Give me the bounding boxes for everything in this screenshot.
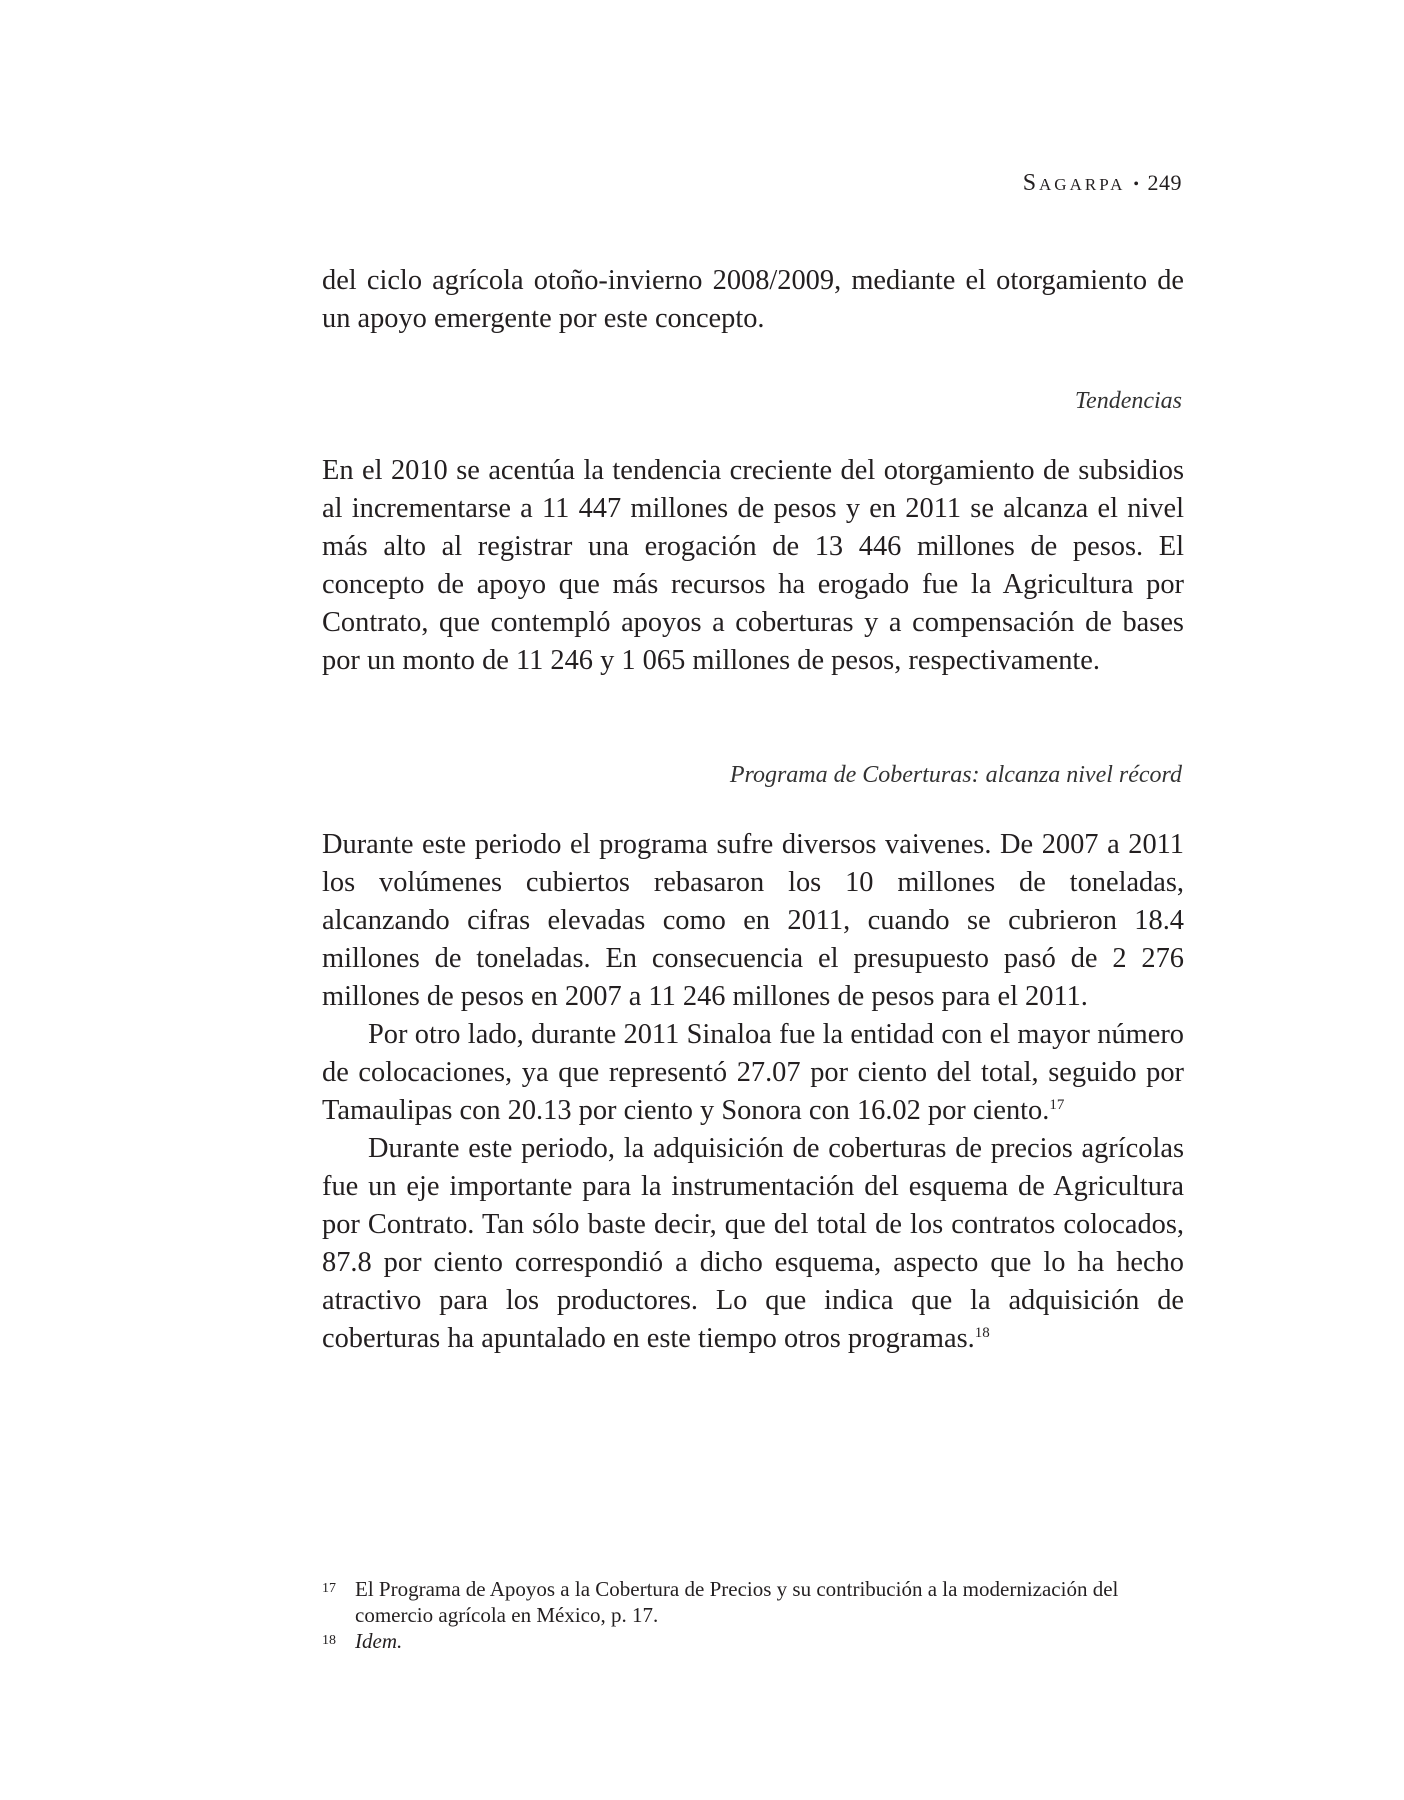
subheading-tendencias: Tendencias [1074, 388, 1182, 414]
footnote-18 [322, 1628, 1184, 1654]
paragraph-text: Durante este periodo, la adquisición de coberturas de precios agrícolas fue un eje importante para la instrumentación del esquema de Agricultura por Contrato. Tan sólo baste decir, que del total de los contratos colocados, 87.8 por ciento correspondió a dicho esquema, aspecto que lo ha hecho atractivo para los productores. Lo que indica que la adquisición de coberturas ha apuntalado en este tiempo otros programas. [322, 1133, 1184, 1354]
paragraph-text: En el 2010 se acentúa la tendencia creciente del otorgamiento de subsidios al incrementarse a 11 447 millones de pesos y en 2011 se alcanza el nivel más alto al registrar una erogación de 13 446 millones de pesos. El concepto de apoyo que más recursos ha erogado fue la Agricultura por Contrato, que contempló apoyos a coberturas y a compensación de bases por un monto de 11 246 y 1 065 millones de pesos, respectivamente. [322, 455, 1184, 676]
paragraph-text: del ciclo agrícola otoño-invierno 2008/2009, mediante el otorgamiento de un apoyo emergente por este concepto. [322, 265, 1184, 334]
paragraph-text: Por otro lado, durante 2011 Sinaloa fue la entidad con el mayor número de colocaciones, ya que representó 27.07 por ciento del total, seguido por Tamaulipas con 20.13 por ciento y Sonora con 16.02 por ciento. [322, 1019, 1184, 1126]
subheading-coberturas: Programa de Coberturas: alcanza nivel récord [729, 762, 1182, 788]
footnotes [322, 1576, 1184, 1654]
footnote-17 [322, 1576, 1184, 1628]
footnote-ref-18[interactable]: 18 [974, 1325, 990, 1341]
footnote-text: Idem. [355, 1629, 403, 1653]
paragraph-text: Durante este periodo el programa sufre diversos vaivenes. De 2007 a 2011 los volúmenes cubiertos rebasaron los 10 millones de toneladas, alcanzando cifras elevadas como en 2011, cuando se cubrieron 18.4 millones de toneladas. En consecuencia el presupuesto pasó de 2 276 millones de pesos en 2007 a 11 246 millones de pesos para el 2011. [322, 829, 1184, 1012]
running-header [1023, 170, 1182, 197]
separator-dot: • [1133, 175, 1140, 193]
page-number: 249 [1147, 170, 1182, 195]
section-coberturas [322, 826, 1184, 1358]
footnote-ref-17[interactable]: 17 [1049, 1097, 1065, 1113]
paragraph-sinaloa [322, 1016, 1184, 1130]
paragraph-adquisicion [322, 1130, 1184, 1358]
paragraph-continuation [322, 262, 1184, 338]
footnote-text: El Programa de Apoyos a la Cobertura de Precios y su contribución a la modernización del comercio agrícola en México, p. 17. [355, 1577, 1119, 1627]
footnote-number: 17 [322, 1581, 336, 1596]
running-title: Sagarpa [1022, 170, 1126, 196]
paragraph-tendencias [322, 452, 1184, 680]
footnote-number: 18 [322, 1633, 336, 1648]
